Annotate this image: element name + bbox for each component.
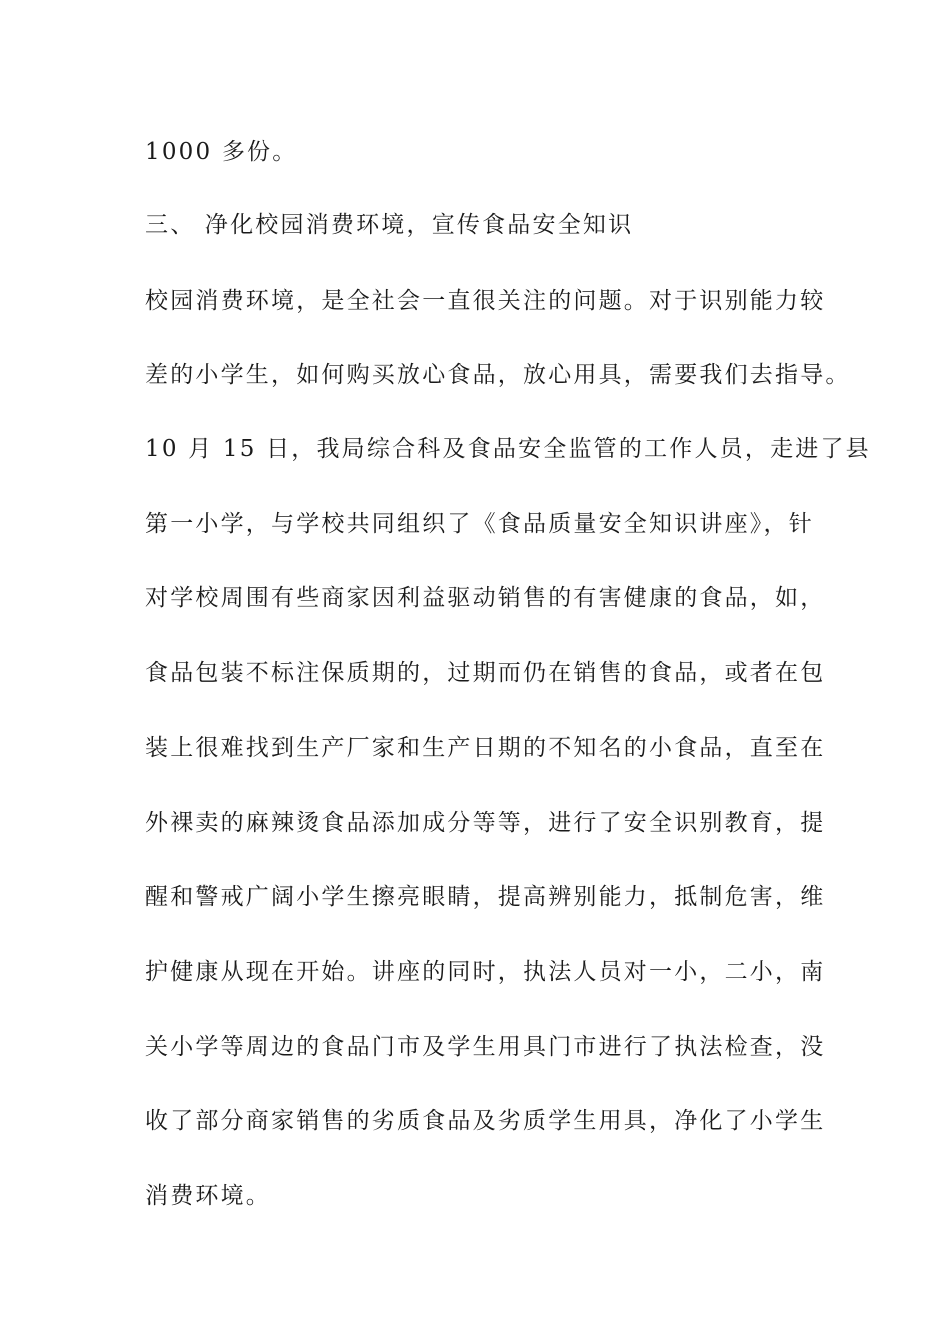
section-heading: 三、 净化校园消费环境，宣传食品安全知识 [145,212,634,238]
paragraph-line-13: 收了部分商家销售的劣质食品及劣质学生用具，净化了小学生 [145,1108,826,1134]
paragraph-line-11: 护健康从现在开始。讲座的同时，执法人员对一小，二小，南 [145,959,826,985]
paragraph-line-1: 1000 多份。 [145,139,298,165]
paragraph-line-3: 差的小学生，如何购买放心食品，放心用具，需要我们去指导。 [145,362,851,388]
paragraph-line-10: 醒和警戒广阔小学生擦亮眼睛，提高辨别能力，抵制危害，维 [145,884,826,910]
paragraph-line-4: 10 月 15 日，我局综合科及食品安全监管的工作人员，走进了县 [145,436,871,462]
paragraph-line-7: 食品包装不标注保质期的，过期而仍在销售的食品，或者在包 [145,660,826,686]
paragraph-line-12: 关小学等周边的食品门市及学生用具门市进行了执法检查，没 [145,1034,826,1060]
paragraph-line-14: 消费环境。 [145,1183,271,1209]
paragraph-line-5: 第一小学，与学校共同组织了《食品质量安全知识讲座》，针 [145,511,814,537]
paragraph-line-2: 校园消费环境，是全社会一直很关注的问题。对于识别能力较 [145,288,826,314]
paragraph-line-9: 外裸卖的麻辣烫食品添加成分等等，进行了安全识别教育，提 [145,810,826,836]
paragraph-line-6: 对学校周围有些商家因利益驱动销售的有害健康的食品，如， [145,585,826,611]
paragraph-line-8: 装上很难找到生产厂家和生产日期的不知名的小食品，直至在 [145,735,826,761]
